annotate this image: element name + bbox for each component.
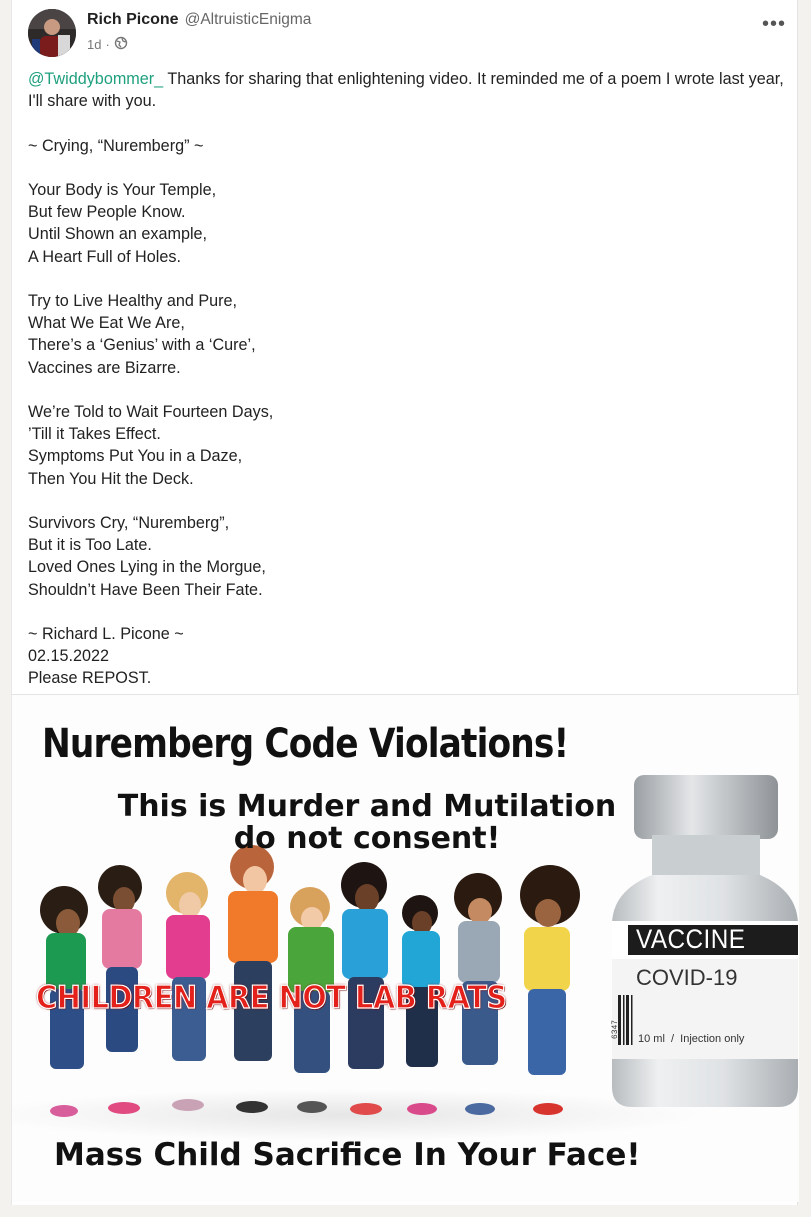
poem-date: 02.15.2022: [28, 647, 110, 666]
poem-line: Shouldn’t Have Been Their Fate.: [28, 580, 263, 599]
children-banner: CHILDREN ARE NOT LAB RATS: [36, 980, 507, 1016]
poem-title: ~ Crying, “Nuremberg” ~: [28, 136, 204, 155]
avatar[interactable]: [28, 9, 76, 57]
post-body: [28, 68, 788, 690]
author-line: [87, 11, 311, 29]
poem-line: But it is Too Late.: [28, 536, 152, 555]
meme-line-2: This is Murder and Mutilation: [117, 789, 617, 824]
poem-line: Until Shown an example,: [28, 225, 208, 244]
vial-label: VACCINE: [636, 924, 746, 954]
post-card: [11, 0, 798, 1205]
post-timestamp[interactable]: 1d: [87, 37, 102, 52]
poem-line: A Heart Full of Holes.: [28, 247, 181, 266]
poem-line: Survivors Cry, “Nuremberg”,: [28, 513, 230, 532]
post-intro: [28, 68, 788, 112]
poem-line: What We Eat We Are,: [28, 314, 185, 333]
vial-sublabel: COVID-19: [636, 965, 738, 990]
poem-line: Symptoms Put You in a Daze,: [28, 447, 243, 466]
vial-dose: 10 ml / Injection only: [638, 1033, 745, 1045]
author-name[interactable]: Rich Picone: [87, 11, 179, 28]
meta-separator: ·: [105, 37, 110, 52]
globe-icon: [114, 36, 128, 53]
poem-line: We’re Told to Wait Fourteen Days,: [28, 402, 274, 421]
meme-footer: Mass Child Sacrifice In Your Face!: [54, 1137, 641, 1173]
poem-line: Loved Ones Lying in the Morgue,: [28, 558, 266, 577]
poem-line: But few People Know.: [28, 203, 186, 222]
poem-line: ’Till it Takes Effect.: [28, 425, 161, 444]
poem-line: There’s a ‘Genius’ with a ‘Cure’,: [28, 336, 256, 355]
poem-line: Vaccines are Bizarre.: [28, 358, 181, 377]
poem-line: Your Body is Your Temple,: [28, 180, 217, 199]
post-image[interactable]: [12, 694, 799, 1202]
mention-link[interactable]: @Twiddybommer_: [28, 70, 164, 88]
post-header: [28, 9, 788, 57]
meme-headline: Nuremberg Code Violations!: [42, 721, 569, 767]
author-handle[interactable]: @AltruisticEnigma: [184, 11, 312, 28]
post-meta: [87, 36, 128, 53]
more-horizontal-icon[interactable]: •••: [761, 13, 786, 35]
poem-line: Then You Hit the Deck.: [28, 469, 194, 488]
meme-line-3: do not consent!: [233, 821, 501, 856]
poem-line: Try to Live Healthy and Pure,: [28, 291, 238, 310]
intro-text: Thanks for sharing that enlightening video. It reminded me of a poem I wrote last year, I'll share with you.: [28, 70, 784, 111]
closing-text: Please REPOST.: [28, 669, 152, 688]
vial-barcode-digits: 6347: [611, 1019, 621, 1040]
poem-signature: ~ Richard L. Picone ~: [28, 624, 184, 643]
